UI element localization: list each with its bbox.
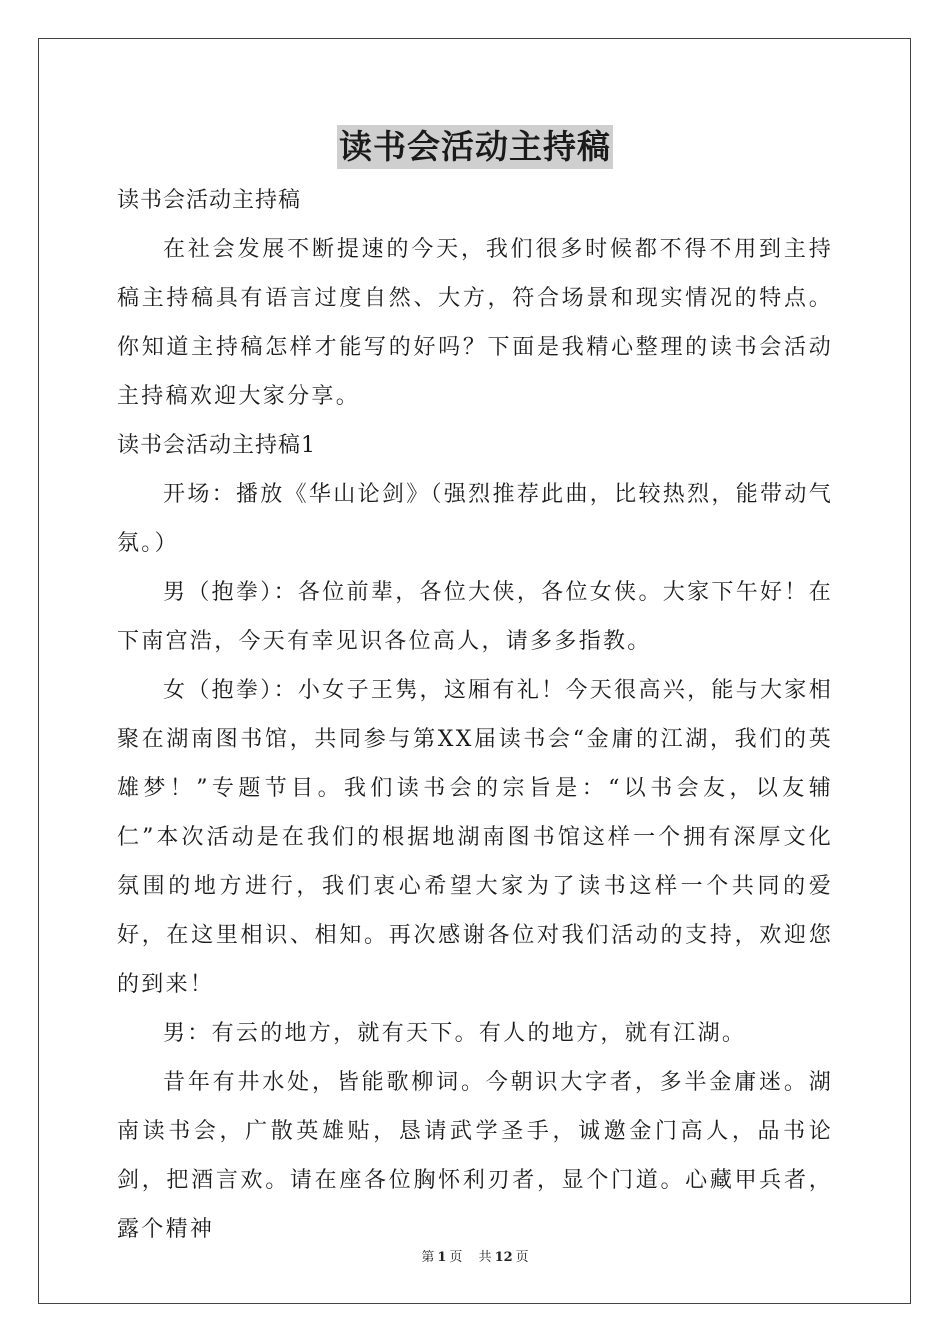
page-suffix: 页 — [449, 1250, 463, 1265]
page-prefix: 第 — [421, 1250, 435, 1265]
page-number — [418, 1250, 465, 1265]
total-pages: 12 — [494, 1250, 513, 1265]
paragraph: 男（抱拳）：各位前辈，各位大侠，各位女侠。大家下午好！在下南宫浩，今天有幸见识各位高人，请多多指教。 — [117, 580, 833, 654]
current-page: 1 — [437, 1250, 447, 1265]
page-total — [476, 1250, 532, 1265]
paragraph: 女（抱拳）：小女子王隽，这厢有礼！今天很高兴，能与大家相聚在湖南图书馆，共同参与第XX届读书会“金庸的江湖，我们的英雄梦！”专题节目。我们读书会的宗旨是：“以书会友，以友辅仁”本次活动是在我们的根据地湖南图书馆这样一个拥有深厚文化氛围的地方进行，我们衷心希望大家为了读书这样一个共同的爱好，在这里相识、相知。再次感谢各位对我们活动的支持，欢迎您的到来！ — [117, 678, 833, 997]
total-prefix: 共 — [478, 1250, 492, 1265]
document-title: 读书会活动主持稿 — [337, 125, 613, 169]
paragraph: 读书会活动主持稿 — [117, 188, 302, 213]
paragraph: 在社会发展不断提速的今天，我们很多时候都不得不用到主持稿主持稿具有语言过度自然、大方，符合场景和现实情况的特点。你知道主持稿怎样才能写的好吗？下面是我精心整理的读书会活动主持稿欢迎大家分享。 — [117, 237, 833, 409]
page-footer — [0, 1246, 950, 1265]
paragraph: 昔年有井水处，皆能歌柳词。今朝识大字者，多半金庸迷。湖南读书会，广散英雄贴，恳请武学圣手，诚邀金门高人，品书论剑，把酒言欢。请在座各位胸怀利刃者，显个门道。心藏甲兵者，露个精神 — [117, 1070, 833, 1242]
total-suffix: 页 — [515, 1250, 529, 1265]
paragraph: 开场：播放《华山论剑》（强烈推荐此曲，比较热烈，能带动气氛。） — [117, 482, 833, 556]
paragraph: 男：有云的地方，就有天下。有人的地方，就有江湖。 — [163, 1021, 747, 1046]
paragraph: 读书会活动主持稿1 — [117, 433, 316, 458]
title-container — [0, 125, 950, 169]
document-body — [117, 176, 833, 1254]
